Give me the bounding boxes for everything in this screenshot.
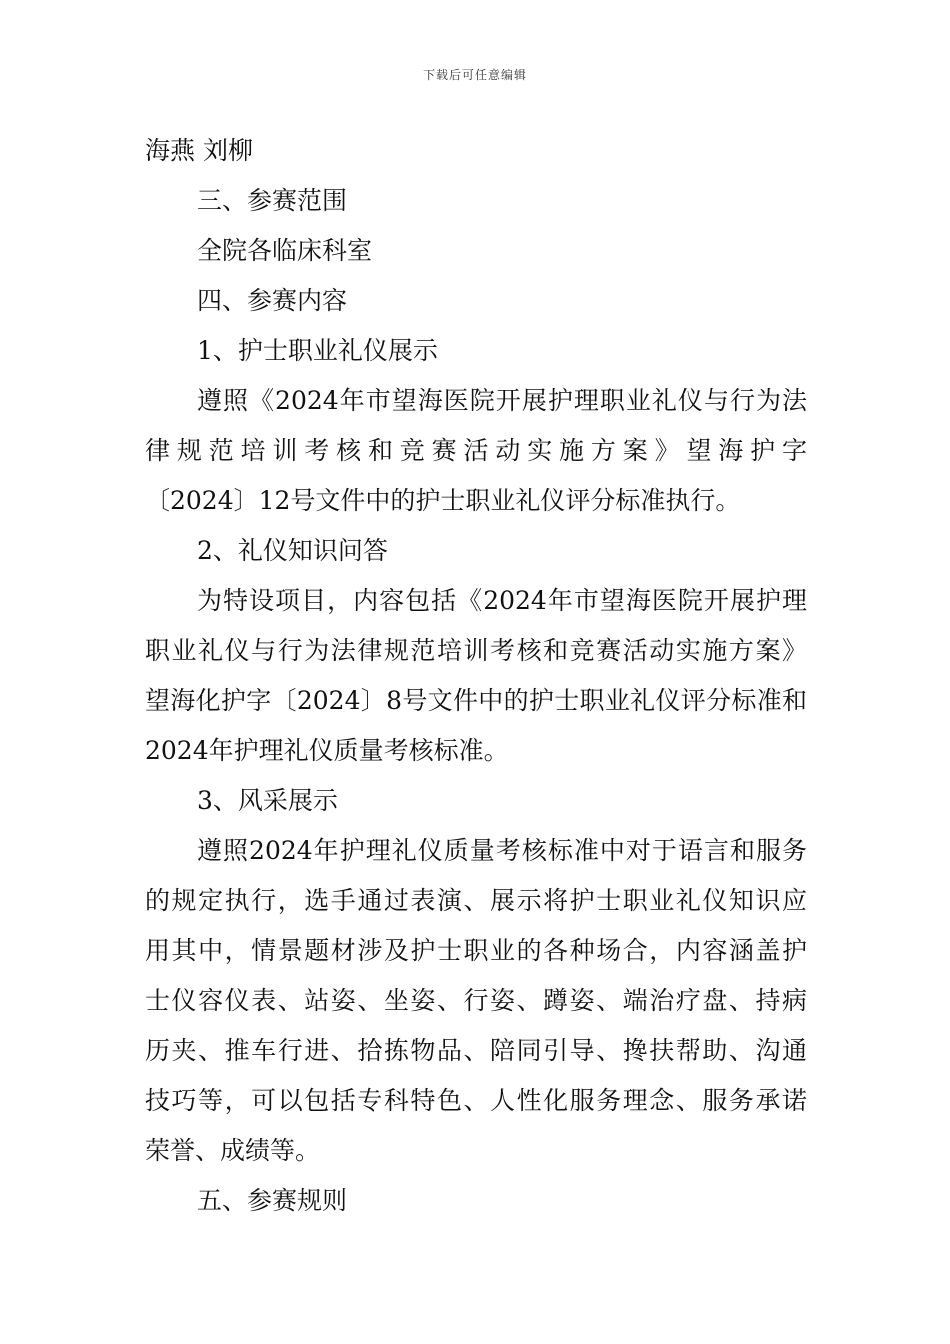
paragraph-line: 望海化护字〔2024〕8号文件中的护士职业礼仪评分标准和 (145, 686, 807, 715)
paragraph-line: 〔2024〕12号文件中的护士职业礼仪评分标准执行。 (145, 486, 741, 515)
paragraph-line: 荣誉、成绩等。 (145, 1136, 321, 1165)
text-line-names: 海燕 刘柳 (145, 136, 253, 165)
subheading-style-display: 3、风采展示 (197, 786, 338, 815)
paragraph-line: 用其中，情景题材涉及护士职业的各种场合，内容涵盖护 (145, 936, 807, 965)
paragraph-line: 遵照《2024年市望海医院开展护理职业礼仪与行为法 (197, 386, 807, 415)
page-header-note: 下载后可任意编辑 (422, 68, 527, 82)
paragraph-line: 历夹、推车行进、拾拣物品、陪同引导、搀扶帮助、沟通 (145, 1036, 807, 1065)
subheading-etiquette-display: 1、护士职业礼仪展示 (197, 336, 438, 365)
document-body (145, 126, 807, 1226)
paragraph-line: 技巧等，可以包括专科特色、人性化服务理念、服务承诺 (145, 1086, 807, 1115)
text-line-scope: 全院各临床科室 (197, 236, 373, 265)
paragraph-line: 为特设项目，内容包括《2024年市望海医院开展护理 (197, 586, 807, 615)
paragraph-line: 律规范培训考核和竞赛活动实施方案》望海护字 (145, 436, 807, 465)
subheading-knowledge-qa: 2、礼仪知识问答 (197, 536, 388, 565)
section-heading-scope: 三、参赛范围 (197, 186, 348, 215)
paragraph-line: 遵照2024年护理礼仪质量考核标准中对于语言和服务 (197, 836, 807, 865)
paragraph-line: 2024年护理礼仪质量考核标准。 (145, 736, 509, 765)
paragraph-line: 的规定执行，选手通过表演、展示将护士职业礼仪知识应 (145, 886, 807, 915)
section-heading-content: 四、参赛内容 (197, 286, 348, 315)
paragraph-line: 士仪容仪表、站姿、坐姿、行姿、蹲姿、端治疗盘、持病 (145, 986, 807, 1015)
paragraph-line: 职业礼仪与行为法律规范培训考核和竞赛活动实施方案》 (145, 636, 807, 665)
section-heading-rules: 五、参赛规则 (197, 1186, 348, 1215)
